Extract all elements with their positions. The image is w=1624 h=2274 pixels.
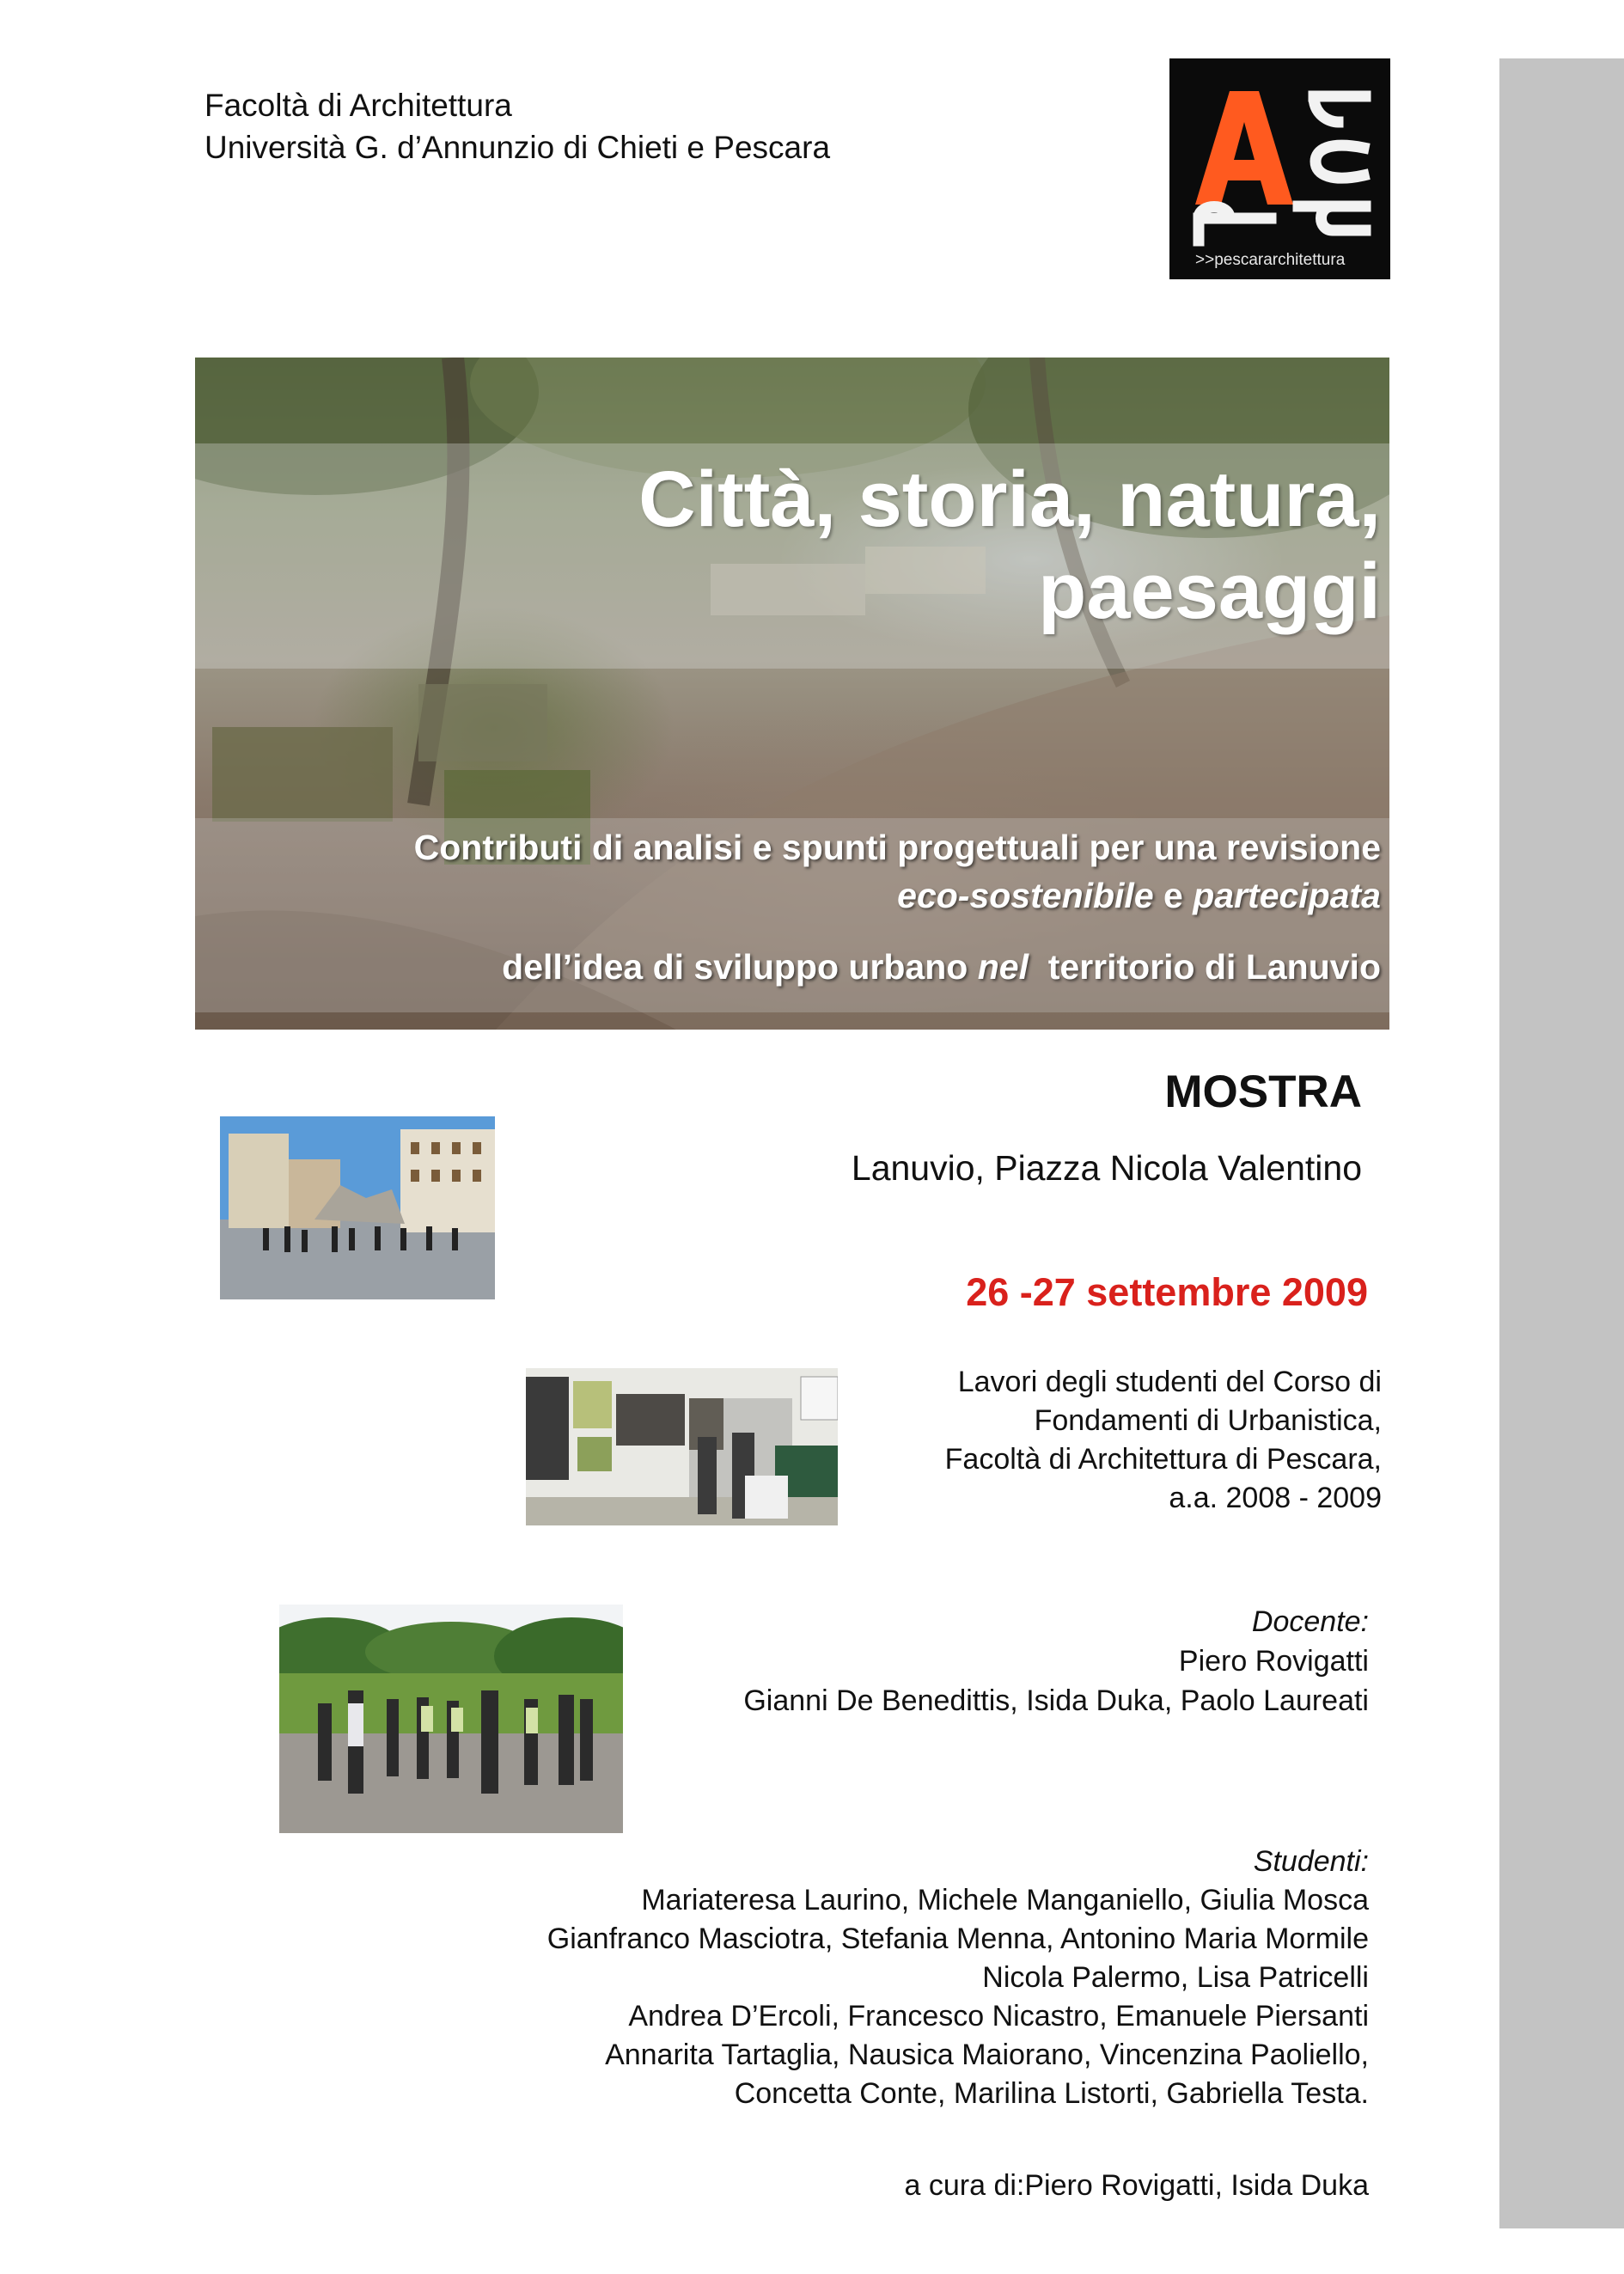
- university-name: Università G. d’Annunzio di Chieti e Pescara: [205, 130, 831, 165]
- teacher-main: Piero Rovigatti: [1178, 1645, 1369, 1678]
- students-section: [338, 1843, 1369, 2113]
- subtitle-italic-partecipata: partecipata: [1193, 876, 1381, 915]
- subtitle-and: e: [1153, 876, 1194, 915]
- parch-logo-mark: [1169, 58, 1390, 248]
- subtitle-line-3: [414, 943, 1381, 991]
- event-venue: Lanuvio, Piazza Nicola Valentino: [851, 1148, 1362, 1188]
- subtitle-italic-eco: eco-sostenibile: [897, 876, 1154, 915]
- works-description: [780, 1363, 1382, 1518]
- students-line: Mariateresa Laurino, Michele Manganiello, Giulia Mosca: [641, 1884, 1369, 1916]
- right-margin-bar: [1499, 58, 1624, 2228]
- subtitle-italic-nel: nel: [977, 947, 1029, 987]
- subtitle-line-2: [414, 871, 1381, 920]
- teachers-heading: Docente:: [1251, 1605, 1369, 1638]
- event-dates: 26 -27 settembre 2009: [966, 1270, 1368, 1314]
- exhibition-title: [638, 454, 1381, 638]
- faculty-name: Facoltà di Architettura: [205, 88, 512, 123]
- teacher-assistants: Gianni De Benedittis, Isida Duka, Paolo Laureati: [743, 1684, 1369, 1717]
- subtitle-line-3a: dell’idea di sviluppo urbano: [502, 947, 978, 987]
- works-line: Facoltà di Architettura di Pescara,: [944, 1443, 1382, 1476]
- title-line-2: paesaggi: [1038, 547, 1381, 635]
- curators: a cura di:Piero Rovigatti, Isida Duka: [904, 2169, 1369, 2202]
- subtitle-line-3b: territorio di Lanuvio: [1028, 947, 1381, 987]
- exhibition-subtitle: [414, 823, 1381, 991]
- works-line: Lavori degli studenti del Corso di: [957, 1366, 1382, 1398]
- photo-piazza: [220, 1116, 495, 1299]
- subtitle-line-1: Contributi di analisi e spunti progettuali per una revisione: [413, 828, 1381, 867]
- students-line: Gianfranco Masciotra, Stefania Menna, Antonino Maria Mormile: [546, 1923, 1369, 1955]
- event-label: MOSTRA: [1164, 1067, 1362, 1117]
- logo-tagline: >>pescararchitettura: [1195, 251, 1346, 269]
- teachers-section: [595, 1602, 1369, 1721]
- header-institution: [205, 84, 830, 168]
- hero-banner: [195, 358, 1389, 1030]
- title-line-1: Città, storia, natura,: [638, 455, 1381, 543]
- works-line: Fondamenti di Urbanistica,: [1034, 1404, 1382, 1437]
- students-line: Concetta Conte, Marilina Listorti, Gabriella Testa.: [734, 2077, 1369, 2110]
- parch-logo: [1169, 58, 1390, 279]
- students-heading: Studenti:: [1253, 1845, 1369, 1878]
- students-line: Nicola Palermo, Lisa Patricelli: [982, 1961, 1369, 1994]
- students-line: Andrea D’Ercoli, Francesco Nicastro, Emanuele Piersanti: [628, 2000, 1369, 2033]
- photo-outdoor-group: [279, 1605, 623, 1833]
- works-line: a.a. 2008 - 2009: [1169, 1482, 1382, 1514]
- students-line: Annarita Tartaglia, Nausica Maiorano, Vincenzina Paoliello,: [605, 2039, 1369, 2071]
